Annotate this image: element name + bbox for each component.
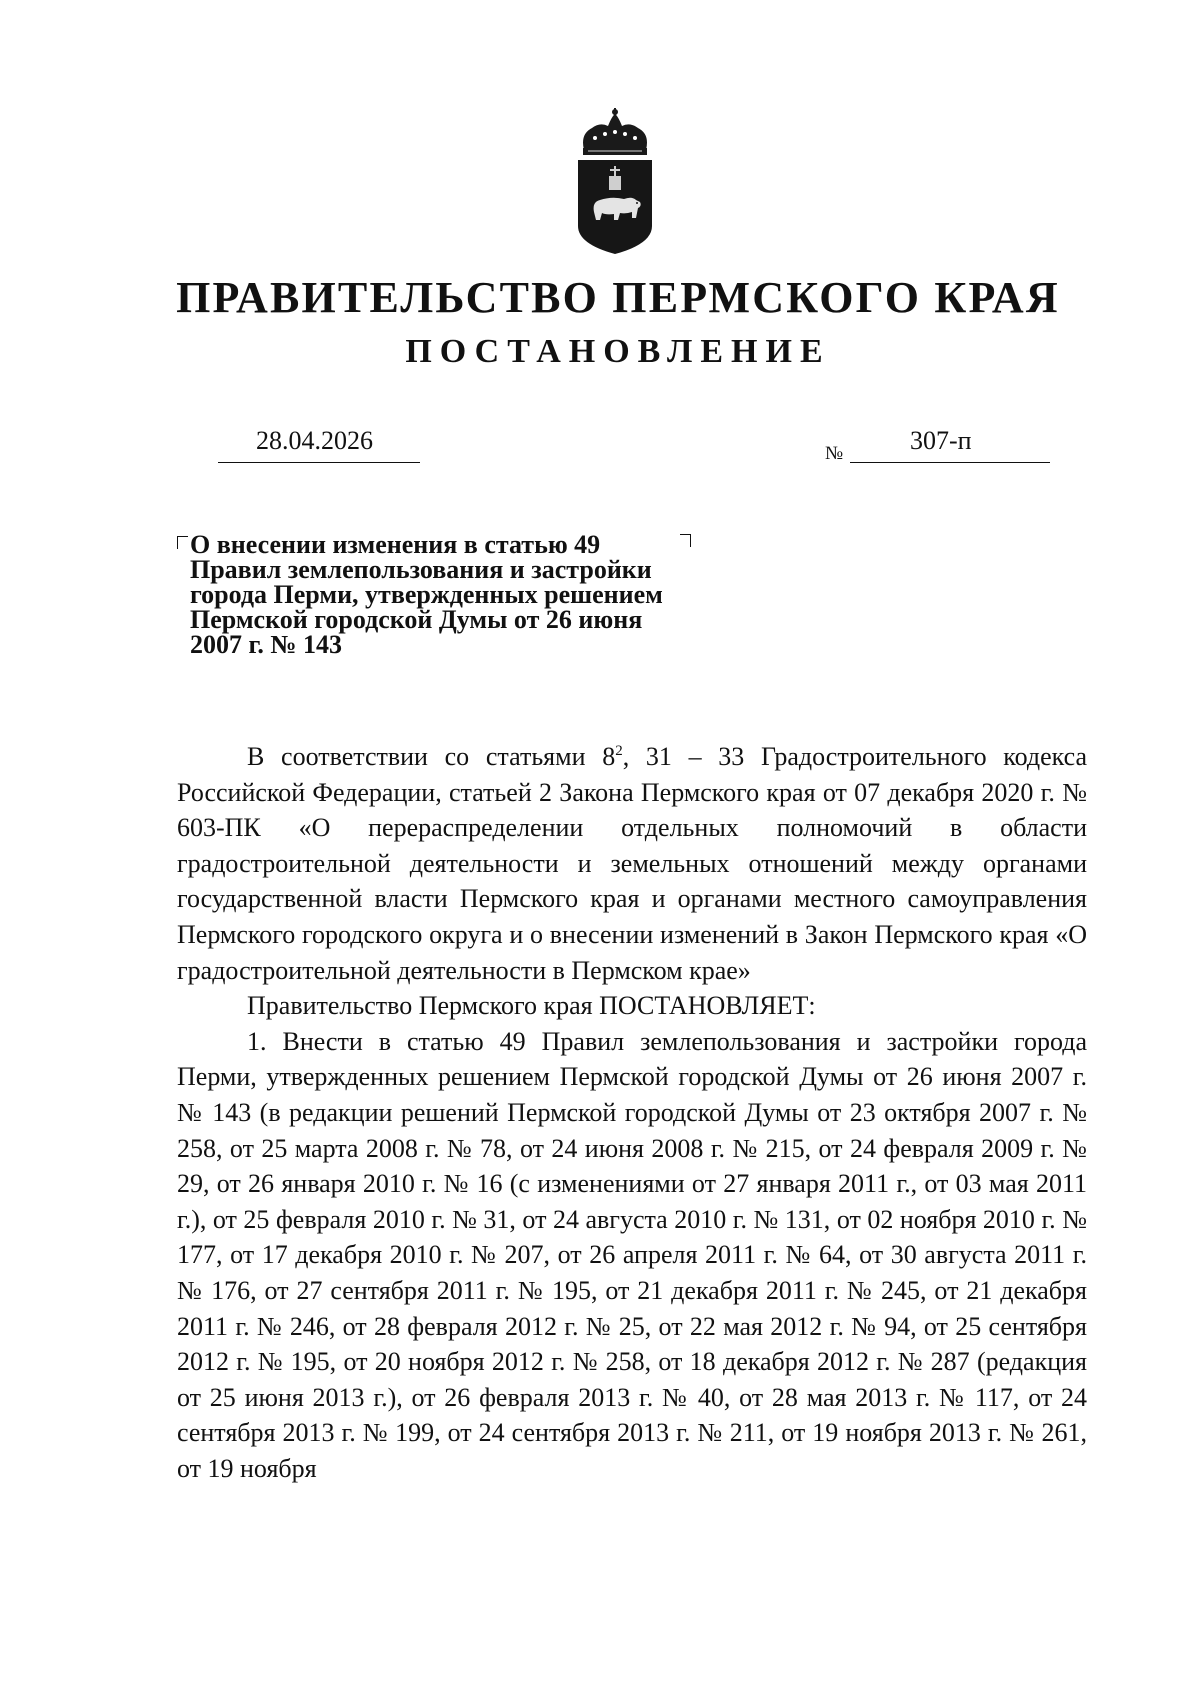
subject-line: Правил землепользования и застройки [190,555,652,584]
preamble-paragraph [177,739,1087,988]
number-sign: № [825,443,844,464]
resolves-paragraph: Правительство Пермского края ПОСТАНОВЛЯЕТ: [247,991,816,1021]
shield-icon [578,160,652,254]
preamble-start: В соответствии со статьями 8 [247,742,616,771]
preamble-rest: , 31 – 33 Градостроительного кодекса Российской Федерации, статьей 2 Закона Пермского края от 07 декабря 2020 г. № 603-ПК «О перераспределении отдельных полномочий в области градостроительной деятельности и земельных отношений между органами государственной власти Пермского края и органами местного самоуправления Пермского городского округа и о внесении изменений в Закон Пермского края «О градостроительной деятельности в Пермском крае» [177,742,1087,985]
article-superscript: 2 [615,743,623,759]
document-number: 307-п [910,426,972,455]
subject-line: 2007 г. № 143 [190,630,343,659]
date-underline [218,462,420,463]
perm-krai-coat-of-arms-icon [570,108,660,258]
subject-line: Пермской городской Думы от 26 июня [190,605,643,634]
subject-line: О внесении изменения в статью 49 [190,530,601,559]
document-date: 28.04.2026 [256,426,373,455]
document-subject [190,532,710,657]
document-body [177,739,1087,1486]
number-underline [850,462,1050,463]
government-title: ПРАВИТЕЛЬСТВО ПЕРМСКОГО КРАЯ [176,273,1060,322]
crown-icon [583,108,647,155]
subject-line: города Перми, утвержденных решением [190,580,663,609]
item-1-paragraph: 1. Внести в статью 49 Правил землепользования и застройки города Перми, утвержденных решением Пермской городской Думы от 26 июня 2007 г. № 143 (в редакции решений Пермской городской Думы от 23 октября 2007 г. № 258, от 25 марта 2008 г. № 78, от 24 июня 2008 г. № 215, от 24 февраля 2009 г. № 29, от 26 января 2010 г. № 16 (с изменениями от 27 января 2011 г., от 03 мая 2011 г.), от 25 февраля 2010 г. № 31, от 24 августа 2010 г. № 131, от 02 ноября 2010 г. № 177, от 17 декабря 2010 г. № 207, от 26 апреля 2011 г. № 64, от 30 августа 2011 г. № 176, от 27 сентября 2011 г. № 195, от 21 декабря 2011 г. № 245, от 21 декабря 2011 г. № 246, от 28 февраля 2012 г. № 25, от 22 мая 2012 г. № 94, от 25 сентября 2012 г. № 195, от 20 ноября 2012 г. № 258, от 18 декабря 2012 г. № 287 (редакция от 25 июня 2013 г.), от 26 февраля 2013 г. № 40, от 28 мая 2013 г. № 117, от 24 сентября 2013 г. № 199, от 24 сентября 2013 г. № 211, от 19 ноября 2013 г. № 261, от 19 ноября [177,1026,1087,1483]
subject-bracket-left [177,536,188,549]
document-type: ПОСТАНОВЛЕНИЕ [405,333,831,370]
